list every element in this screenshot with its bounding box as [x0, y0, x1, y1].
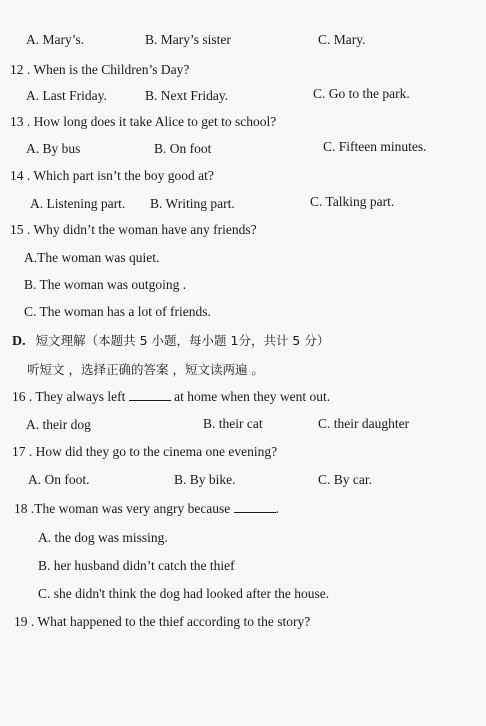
- q16-option-a: A. their dog: [26, 417, 91, 432]
- section-d-letter: D.: [12, 334, 26, 349]
- section-d-title: 短文理解（本题共 5 小题，每小题 1分，共计 5 分）: [35, 333, 330, 348]
- q18-blank: [234, 502, 276, 513]
- q16-question-end: at home when they went out.: [174, 389, 331, 404]
- q13-option-c: C. Fifteen minutes.: [323, 139, 427, 154]
- q12-option-c: C. Go to the park.: [313, 86, 410, 101]
- q16-blank: [129, 390, 171, 401]
- q12-question: 12 . When is the Children’s Day?: [10, 62, 190, 77]
- q11-option-a: A. Mary’s.: [26, 32, 85, 47]
- q14-option-b: B. Writing part.: [150, 196, 235, 211]
- q16-option-c: C. their daughter: [318, 416, 410, 431]
- q19-question: 19 . What happened to the thief according to the story?: [14, 614, 311, 629]
- q16-question: [12, 389, 330, 405]
- q11-option-b: B. Mary’s sister: [145, 32, 231, 47]
- q18-question: [14, 501, 279, 517]
- q15-question: 15 . Why didn’t the woman have any friends?: [10, 222, 257, 237]
- q14-option-c: C. Talking part.: [310, 194, 395, 209]
- q18-question-start: 18 .The woman was very angry because: [14, 501, 231, 516]
- q12-option-a: A. Last Friday.: [26, 88, 107, 103]
- q17-option-b: B. By bike.: [174, 472, 236, 487]
- q18-question-end: .: [275, 501, 280, 516]
- q17-option-c: C. By car.: [318, 472, 372, 487]
- q13-option-b: B. On foot: [154, 141, 212, 156]
- q13-question: 13 . How long does it take Alice to get to school?: [10, 114, 277, 129]
- q13-option-a: A. By bus: [26, 141, 81, 156]
- q17-question: 17 . How did they go to the cinema one evening?: [12, 444, 278, 459]
- q16-option-b: B. their cat: [203, 416, 263, 431]
- section-d-heading: [12, 331, 329, 350]
- q15-option-c: C. The woman has a lot of friends.: [24, 304, 211, 319]
- q15-option-b: B. The woman was outgoing .: [24, 277, 187, 292]
- q15-option-a: A.The woman was quiet.: [24, 250, 160, 265]
- q18-option-c: C. she didn't think the dog had looked after the house.: [38, 586, 330, 601]
- q11-option-c: C. Mary.: [318, 32, 366, 47]
- q18-option-a: A. the dog was missing.: [38, 530, 168, 545]
- q17-option-a: A. On foot.: [28, 472, 90, 487]
- q12-option-b: B. Next Friday.: [145, 88, 229, 103]
- q16-question-start: 16 . They always left: [12, 389, 126, 404]
- q14-question: 14 . Which part isn’t the boy good at?: [10, 168, 214, 183]
- q18-option-b: B. her husband didn’t catch the thief: [38, 558, 235, 573]
- section-d-instruction: 听短文 ，选择正确的答案 ，短文读两遍 。: [27, 362, 264, 377]
- q14-option-a: A. Listening part.: [30, 196, 126, 211]
